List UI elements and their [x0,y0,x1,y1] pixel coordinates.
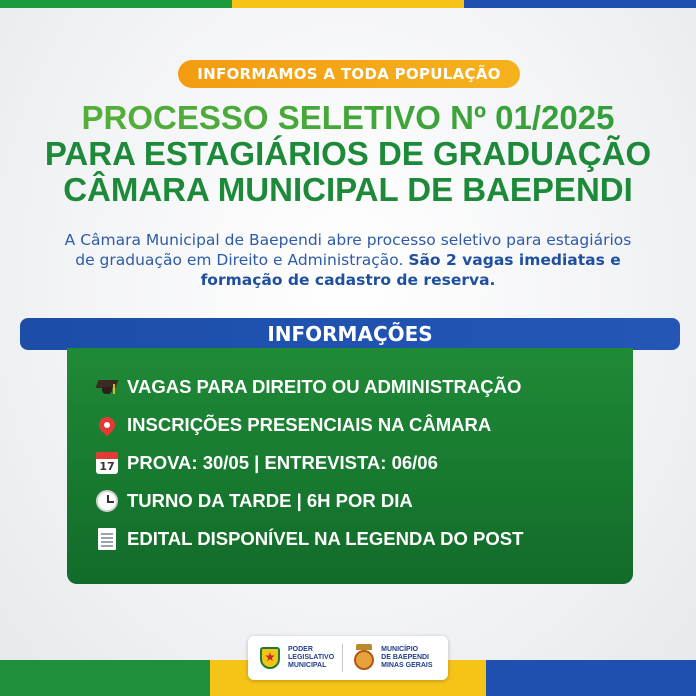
logo2-line2: DE BAEPENDI [381,654,429,661]
municipality-coat-of-arms-icon [351,643,377,673]
item-label: PROVA: 30/05 | ENTREVISTA: 06/06 [127,452,438,473]
graduation-cap-icon [95,375,119,399]
title-line-3: CÂMARA MUNICIPAL DE BAEPENDI [63,171,633,208]
list-item [95,406,633,444]
list-item [95,444,633,482]
logo1-line3: MUNICIPAL [288,662,327,669]
description [60,230,636,290]
page-title [0,100,696,208]
logo1-line1: PODER [288,646,313,653]
list-item [95,482,633,520]
item-label: TURNO DA TARDE | 6H POR DIA [127,490,413,511]
logo2-line3: MINAS GERAIS [381,662,433,669]
item-label: VAGAS PARA DIREITO OU ADMINISTRAÇÃO [127,376,522,397]
footer-logos [248,636,448,680]
info-heading-bar [20,318,680,350]
municipality-logo [351,643,432,673]
title-line-1: PROCESSO SELETIVO Nº 01/2025 [0,100,696,136]
logo-divider [342,644,343,672]
announcement-pill: INFORMAMOS A TODA POPULAÇÃO [178,60,520,88]
calendar-day: 17 [99,460,115,473]
item-label: EDITAL DISPONÍVEL NA LEGENDA DO POST [127,528,524,549]
map-pin-icon [95,413,119,437]
list-item [95,520,633,558]
info-panel [67,348,633,584]
legislative-logo [256,643,334,673]
title-line-2: PARA ESTAGIÁRIOS DE GRADUAÇÃO [44,135,652,172]
legislative-seal-icon [256,643,284,673]
document-icon [95,527,119,551]
info-heading: INFORMAÇÕES [267,322,433,346]
calendar-icon [95,451,119,475]
top-flag-stripe [0,0,696,8]
logo1-line2: LEGISLATIVO [288,654,335,661]
list-item [95,368,633,406]
item-label: INSCRIÇÕES PRESENCIAIS NA CÂMARA [127,414,492,435]
logo2-line1: MUNICÍPIO [381,646,419,653]
description-text: A Câmara Municipal de Baependi abre processo seletivo para estagiários de graduação em Direito e Administração. [64,231,632,269]
clock-icon [95,489,119,513]
description-bold-text: São 2 vagas imediatas e formação de cadastro de reserva. [200,251,621,289]
